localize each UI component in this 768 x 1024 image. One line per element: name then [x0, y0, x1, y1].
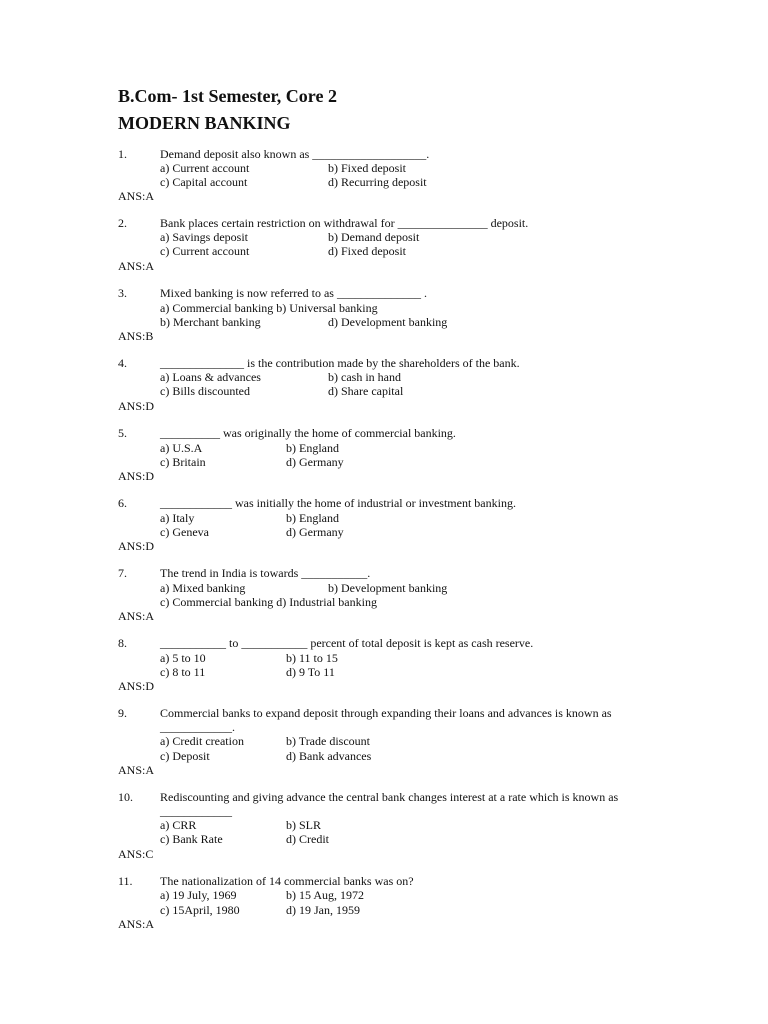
question-text: Demand deposit also known as ___________________. — [160, 147, 430, 161]
option-c: c) Britain — [160, 455, 206, 469]
option-c: c) Geneva — [160, 525, 209, 539]
option-d: d) Fixed deposit — [328, 244, 406, 258]
course-title: B.Com- 1st Semester, Core 2 — [118, 86, 337, 106]
option-d: d) Recurring deposit — [328, 175, 427, 189]
question-number: 11. — [118, 874, 133, 888]
option-c: c) Deposit — [160, 749, 210, 763]
option-b: b) 11 to 15 — [286, 651, 338, 665]
answer-label: ANS:A — [118, 609, 155, 623]
answer-label: ANS:B — [118, 329, 154, 343]
answer-label: ANS:A — [118, 189, 155, 203]
question-text: Bank places certain restriction on withdrawal for _______________ deposit. — [160, 216, 529, 230]
question-text: The trend in India is towards ___________. — [160, 566, 371, 580]
question-text: Commercial banks to expand deposit through expanding their loans and advances is known as — [160, 706, 612, 720]
option-b: b) Demand deposit — [328, 230, 420, 244]
option-b: b) 15 Aug, 1972 — [286, 888, 364, 902]
answer-label: ANS:A — [118, 259, 155, 273]
answer-label: ANS:C — [118, 847, 154, 861]
question-number: 2. — [118, 216, 127, 230]
option-a: a) Loans & advances — [160, 370, 261, 384]
answer-label: ANS:A — [118, 763, 155, 777]
question-number: 7. — [118, 566, 127, 580]
question-blank: ____________. — [160, 720, 235, 734]
option-b: b) SLR — [286, 818, 322, 832]
answer-label: ANS:D — [118, 469, 155, 483]
question-blank: ____________ — [160, 804, 232, 818]
option-b: b) England — [286, 441, 339, 455]
question-text: Mixed banking is now referred to as ______________ . — [160, 286, 427, 300]
question-text: __________ was originally the home of commercial banking. — [160, 426, 456, 440]
option-c: c) 15April, 1980 — [160, 903, 240, 917]
question-number: 4. — [118, 356, 127, 370]
option-c: c) Current account — [160, 244, 250, 258]
question-number: 10. — [118, 790, 133, 804]
option-d: d) Germany — [286, 525, 344, 539]
answer-label: ANS:A — [118, 917, 155, 931]
option-b: b) England — [286, 511, 339, 525]
question-number: 9. — [118, 706, 127, 720]
option-a: a) 19 July, 1969 — [160, 888, 237, 902]
option-c: c) 8 to 11 — [160, 665, 206, 679]
option-b: b) Development banking — [328, 581, 448, 595]
option-a: a) Savings deposit — [160, 230, 248, 244]
option-c: c) Commercial banking d) Industrial banking — [160, 595, 377, 609]
question-number: 1. — [118, 147, 127, 161]
option-b: b) Fixed deposit — [328, 161, 406, 175]
option-b: b) cash in hand — [328, 370, 401, 384]
option-d: d) 19 Jan, 1959 — [286, 903, 360, 917]
option-a: a) Commercial banking b) Universal banking — [160, 301, 378, 315]
option-a: a) U.S.A — [160, 441, 203, 455]
option-d: d) Share capital — [328, 384, 404, 398]
question-number: 8. — [118, 636, 127, 650]
question-number: 6. — [118, 496, 127, 510]
option-c: c) Capital account — [160, 175, 248, 189]
option-d: d) 9 To 11 — [286, 665, 335, 679]
option-c: c) Bills discounted — [160, 384, 250, 398]
option-a: a) Mixed banking — [160, 581, 246, 595]
option-d: d) Bank advances — [286, 749, 372, 763]
option-d: d) Germany — [286, 455, 344, 469]
option-a: a) CRR — [160, 818, 197, 832]
answer-label: ANS:D — [118, 539, 155, 553]
question-text: ___________ to ___________ percent of total deposit is kept as cash reserve. — [160, 636, 534, 650]
option-b: b) Trade discount — [286, 734, 370, 748]
answer-label: ANS:D — [118, 679, 155, 693]
option-d: d) Development banking — [328, 315, 448, 329]
option-a: a) Credit creation — [160, 734, 244, 748]
subject-title: MODERN BANKING — [118, 113, 291, 133]
option-a: a) Italy — [160, 511, 195, 525]
option-d: d) Credit — [286, 832, 329, 846]
option-c: c) Bank Rate — [160, 832, 223, 846]
question-text: Rediscounting and giving advance the central bank changes interest at a rate which is known as — [160, 790, 619, 804]
question-text: The nationalization of 14 commercial banks was on? — [160, 874, 414, 888]
option-a: a) Current account — [160, 161, 250, 175]
question-number: 5. — [118, 426, 127, 440]
question-number: 3. — [118, 286, 127, 300]
answer-label: ANS:D — [118, 399, 155, 413]
option-a: a) 5 to 10 — [160, 651, 206, 665]
option-b: b) Merchant banking — [160, 315, 261, 329]
question-text: ______________ is the contribution made by the shareholders of the bank. — [160, 356, 520, 370]
question-text: ____________ was initially the home of industrial or investment banking. — [160, 496, 516, 510]
